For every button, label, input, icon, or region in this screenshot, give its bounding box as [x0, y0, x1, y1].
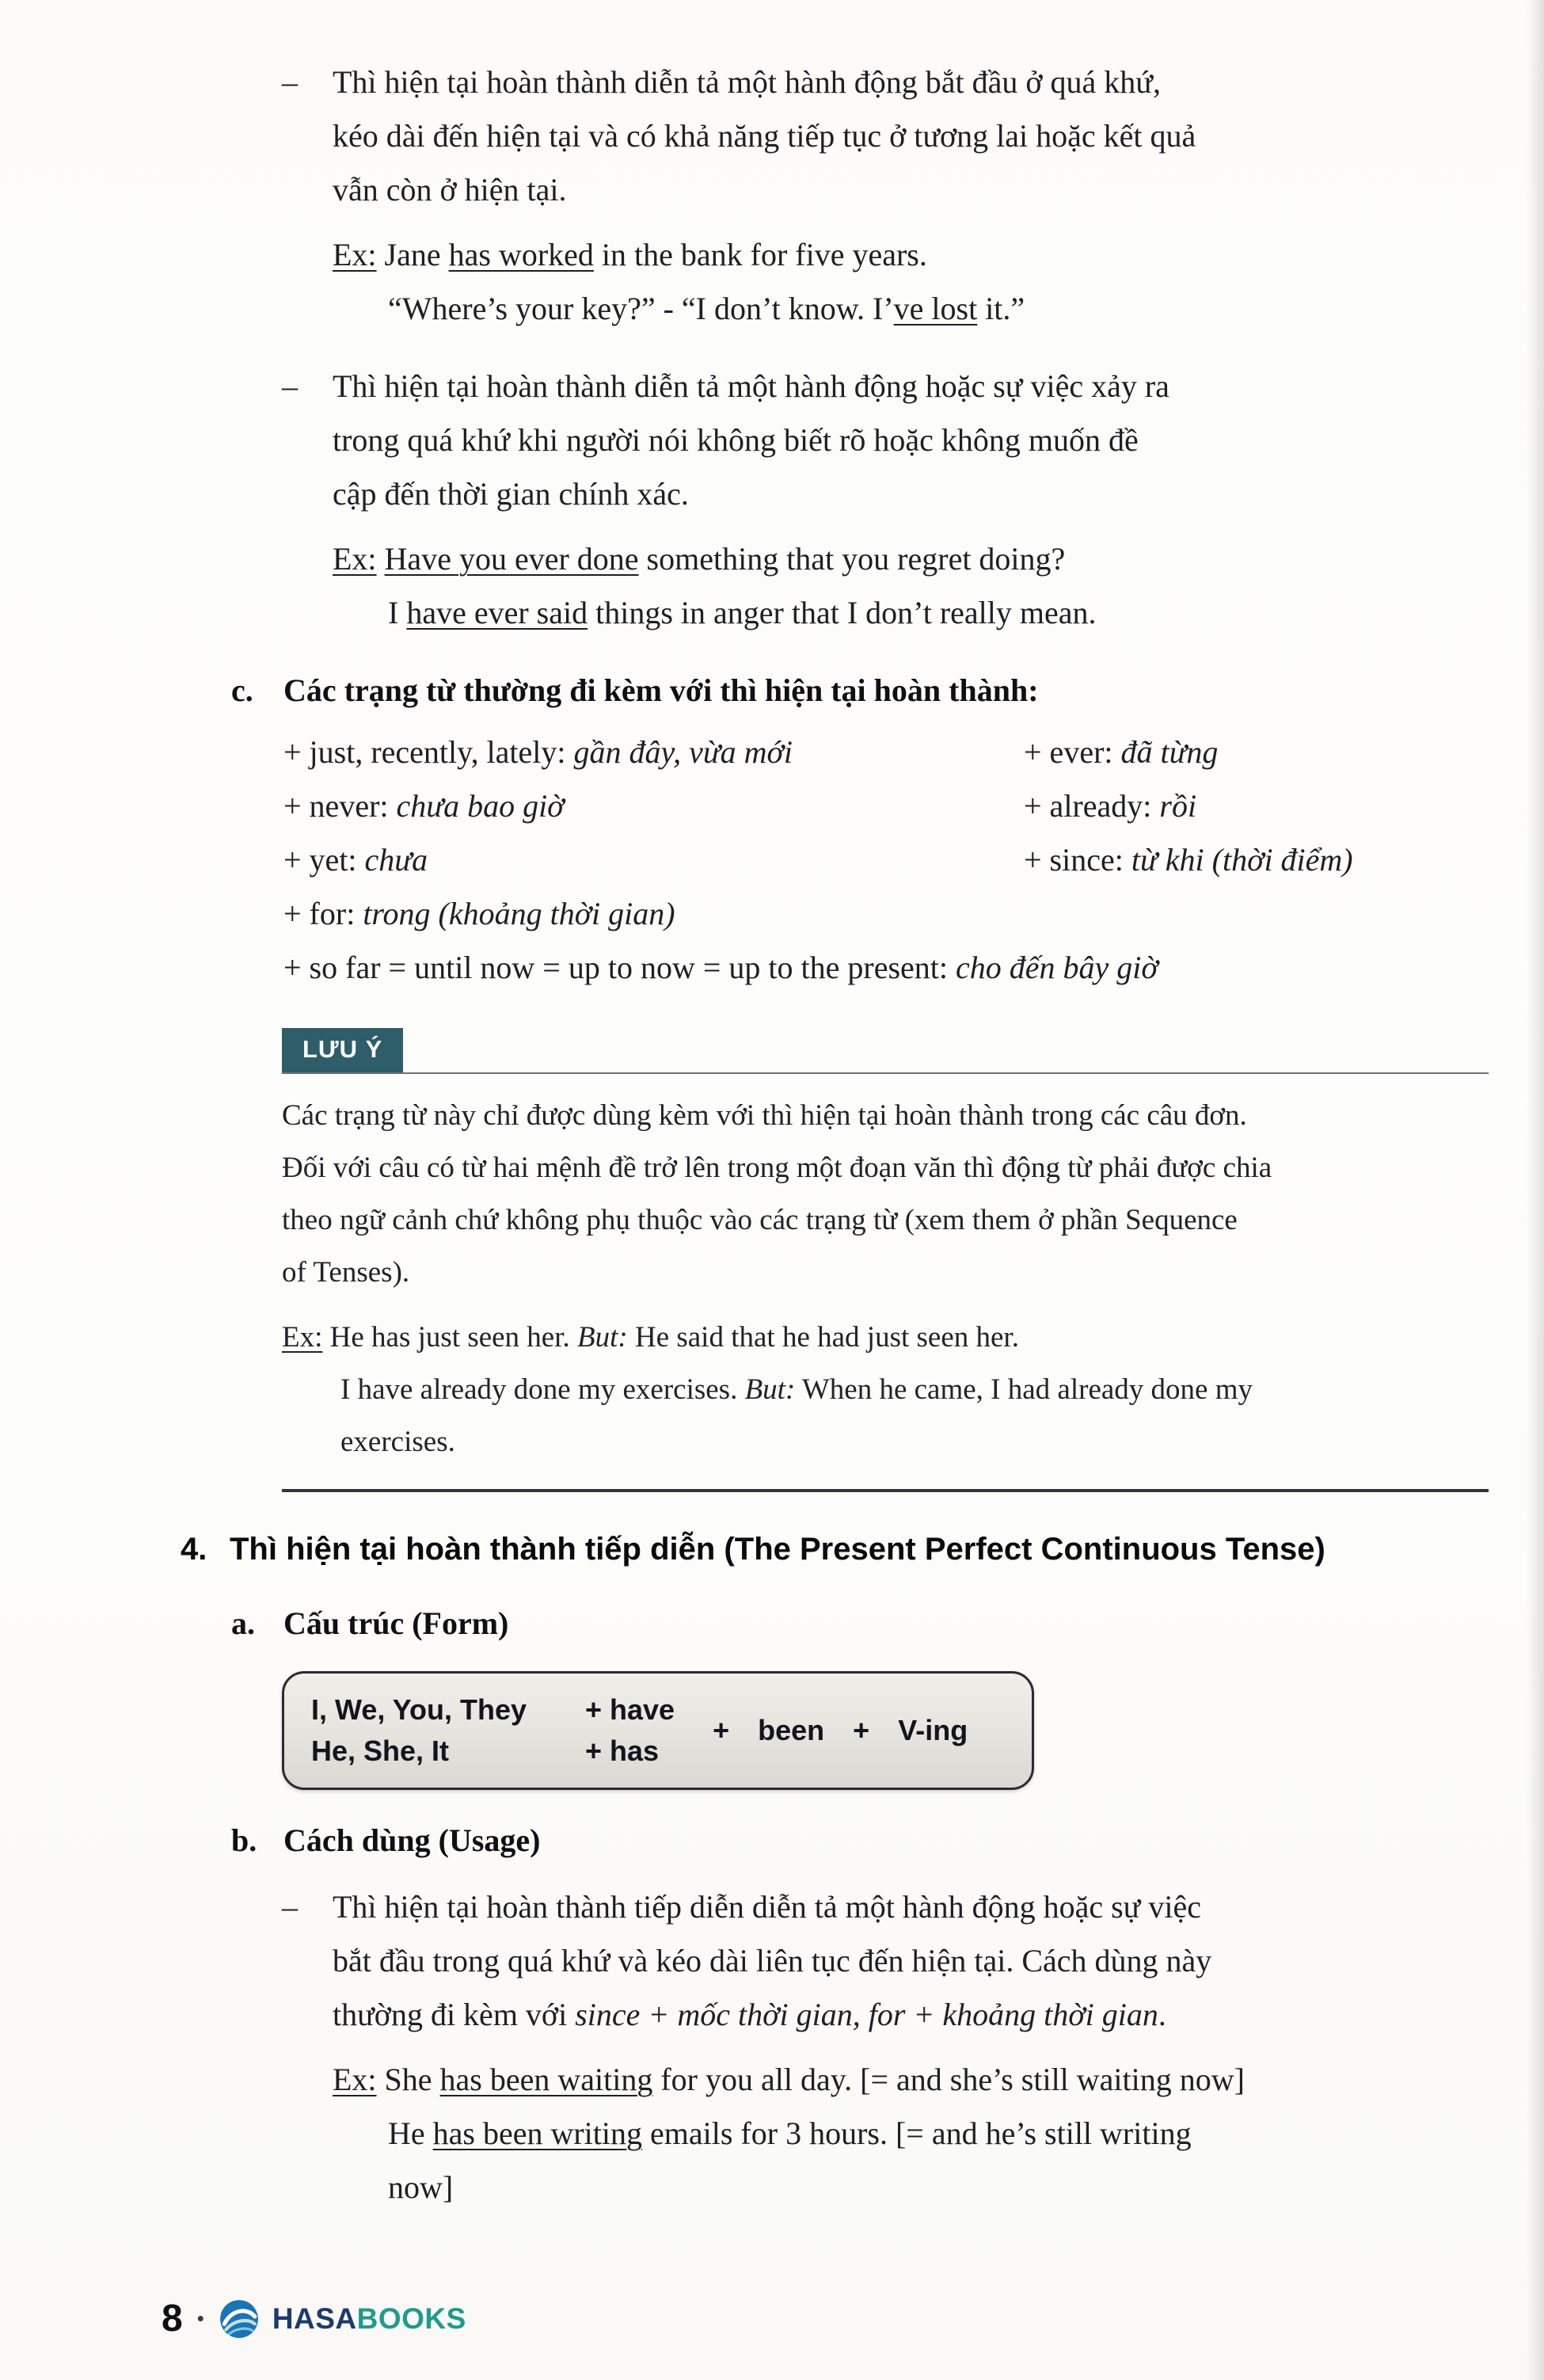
footer-dot: •: [196, 2306, 204, 2330]
number-marker: 4.: [181, 1532, 207, 1567]
plus-sign: +: [853, 1714, 870, 1746]
text-line: cập đến thời gian chính xác.: [333, 476, 689, 512]
text-line: thường đi kèm với since + mốc thời gian, for + khoảng thời gian.: [333, 1997, 1166, 2032]
hasabooks-logo-icon: [219, 2298, 260, 2340]
form-subjects-column: [311, 1689, 675, 1772]
spacer: [181, 1578, 1489, 1597]
example-line: exercises.: [340, 1426, 455, 1458]
example-line: now]: [388, 2169, 454, 2205]
form-been-ving: [713, 1714, 968, 1747]
heading-text: Thì hiện tại hoàn thành tiếp diễn (The Present Perfect Continuous Tense): [230, 1532, 1325, 1567]
spacer: [181, 1868, 1489, 1880]
text-line: bắt đầu trong quá khứ và kéo dài liên tục đến hiện tại. Cách dùng này: [333, 1943, 1212, 1978]
text-line: vẫn còn ở hiện tại.: [333, 172, 567, 208]
note-line: of Tenses).: [282, 1256, 410, 1289]
note-section: [282, 1028, 1489, 1492]
adverb-item: + since: từ khi (thời điểm): [1024, 842, 1353, 878]
bullet-paragraph: [333, 360, 1489, 521]
example-line: He has been writing emails for 3 hours. [= and he’s still writing: [388, 2115, 1192, 2151]
example-line: Ex: Jane has worked in the bank for five years.: [333, 237, 927, 272]
subsection-a-heading: [231, 1597, 1489, 1651]
text-line: trong quá khứ khi người nói không biết rõ hoặc không muốn đề: [333, 422, 1139, 458]
text-line: Thì hiện tại hoàn thành diễn tả một hành động bắt đầu ở quá khứ,: [333, 64, 1161, 100]
section-c-heading: [231, 664, 1489, 718]
adverb-item: + for: trong (khoảng thời gian): [283, 896, 675, 931]
brand-hasa: HASA: [272, 2302, 357, 2335]
letter-marker: c.: [231, 672, 253, 708]
dash-marker: –: [282, 1889, 298, 1925]
heading-text: Các trạng từ thường đi kèm với thì hiện tại hoàn thành:: [283, 672, 1039, 708]
note-line: theo ngữ cảnh chứ không phụ thuộc vào các trạng từ (xem them ở phần Sequence: [282, 1204, 1238, 1236]
adverb-grid: [283, 725, 1489, 941]
note-line: Các trạng từ này chỉ được dùng kèm với thì hiện tại hoàn thành trong các câu đơn.: [282, 1099, 1247, 1132]
heading-text: Cách dùng (Usage): [283, 1822, 541, 1858]
adverb-item: + ever: đã từng: [1024, 734, 1219, 770]
example-line: Ex: Have you ever done something that you regret doing?: [333, 541, 1066, 577]
ppc-usage-bullet: [282, 1880, 1489, 2042]
pp-usage-bullet-1: [282, 55, 1489, 217]
adverb-item: + so far = until now = up to now = up to the present: cho đến bây giờ: [283, 950, 1158, 985]
brand-books: BOOKS: [356, 2302, 466, 2335]
pp-example-2: [333, 532, 1489, 640]
example-line: “Where’s your key?” - “I don’t know. I’ve lost it.”: [388, 291, 1025, 326]
form-aux-have: + have: [585, 1693, 675, 1726]
example-line: Ex: He has just seen her. But: He said that he had just seen her.: [282, 1321, 1019, 1354]
note-label-row: [282, 1028, 1489, 1074]
form-subjects-plural: I, We, You, They: [311, 1693, 527, 1726]
form-been: been: [758, 1714, 825, 1746]
example-line: I have ever said things in anger that I don’t really mean.: [388, 595, 1097, 630]
adverb-item: + just, recently, lately: gần đây, vừa mới: [283, 734, 793, 770]
text-line: kéo dài đến hiện tại và có khả năng tiếp tục ở tương lai hoặc kết quả: [333, 118, 1196, 154]
example-line: I have already done my exercises. But: When he came, I had already done my: [340, 1373, 1253, 1406]
letter-marker: b.: [231, 1822, 257, 1858]
page-number: 8: [162, 2298, 183, 2340]
dash-marker: –: [282, 368, 298, 404]
heading-text: Cấu trúc (Form): [283, 1605, 509, 1641]
text-line: Thì hiện tại hoàn thành tiếp diễn diễn tả một hành động hoặc sự việc: [333, 1889, 1201, 1925]
plus-sign: +: [713, 1714, 730, 1746]
text-line: Thì hiện tại hoàn thành diễn tả một hành động hoặc sự việc xảy ra: [333, 368, 1169, 404]
form-subjects-singular: He, She, It: [311, 1735, 450, 1767]
example-line: Ex: She has been waiting for you all day. [= and she’s still waiting now]: [333, 2062, 1245, 2097]
note-body: [282, 1090, 1489, 1468]
brand-name: [272, 2302, 466, 2336]
pp-example-1: [333, 228, 1489, 336]
form-row-singular: [311, 1731, 675, 1772]
adverb-item: + yet: chưa: [283, 842, 428, 878]
letter-marker: a.: [231, 1605, 255, 1641]
subsection-b-heading: [231, 1814, 1489, 1868]
form-box: [282, 1671, 1034, 1790]
adverb-item: + already: rồi: [1024, 788, 1197, 824]
form-row-plural: [311, 1689, 675, 1731]
section-4-heading: [181, 1521, 1489, 1578]
note-label: LƯU Ý: [282, 1028, 403, 1072]
bullet-paragraph: [333, 55, 1489, 217]
page-footer: [162, 2297, 466, 2340]
adverb-item-empty: [1024, 887, 1489, 941]
ppc-example: [333, 2053, 1489, 2214]
form-ving: V-ing: [898, 1714, 968, 1746]
pp-usage-bullet-2: [282, 360, 1489, 521]
bullet-paragraph: [333, 1880, 1489, 2042]
adverb-list: [283, 725, 1489, 995]
form-aux-has: + has: [585, 1735, 660, 1767]
dash-marker: –: [282, 64, 298, 100]
note-line: Đối với câu có từ hai mệnh đề trở lên trong một đoạn văn thì động từ phải được chia: [282, 1152, 1272, 1184]
note-example-block: [282, 1312, 1489, 1468]
adverb-item: + never: chưa bao giờ: [283, 788, 565, 824]
